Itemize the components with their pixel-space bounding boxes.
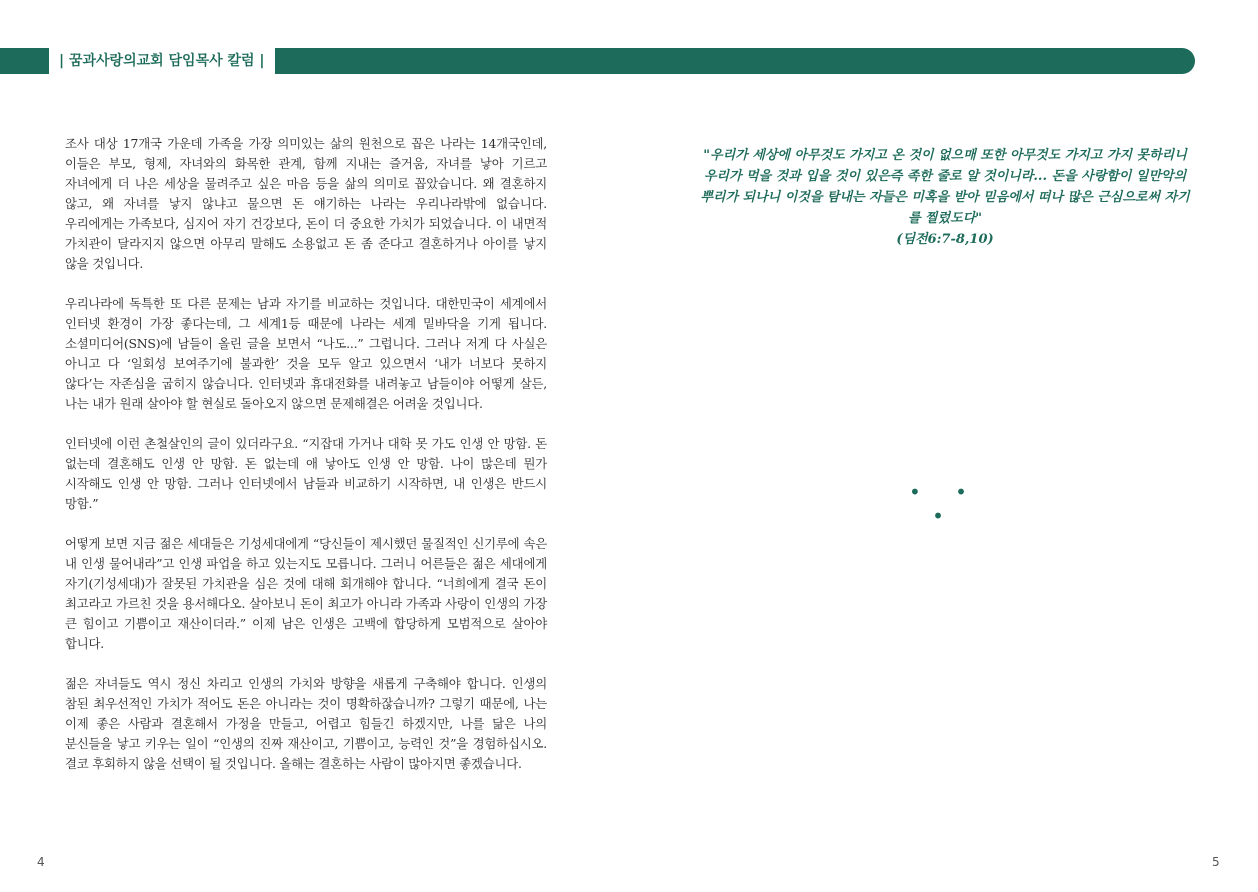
scripture-reference: (딤전6:7-8,10) [896, 232, 994, 247]
scripture-quote [700, 145, 1190, 250]
ellipsis-divider: • • • [909, 480, 981, 528]
paragraph-4: 어떻게 보면 지금 젊은 세대들은 기성세대에게 “당신들이 제시했던 물질적인 신기루에 속은 내 인생 물어내라”고 인생 파업을 하고 있는지도 모릅니다. 그러니 어른들은 젊은 세대에게 자기(기성세대)가 잘못된 가치관을 심은 것에 대해 회개해야 합니다. “너희에게 결국 돈이 최고라고 가르친 것을 용서해다오. 살아보니 돈이 최고가 아니라 가족과 사랑이 인생의 가장 큰 힘이고 기쁨이고 재산이더라.” 이제 남은 인생은 고백에 합당하게 모범적으로 살아야 합니다. [65, 536, 547, 651]
paragraph-5: 젊은 자녀들도 역시 정신 차리고 인생의 가치와 방향을 새롭게 구축해야 합니다. 인생의 참된 최우선적인 가치가 적어도 돈은 아니라는 것이 명확하잖습니까? 그렇기 때문에, 나는 이제 좋은 사람과 결혼해서 가정을 만들고, 어렵고 힘들긴 하겠지만, 나를 닮은 나의 분신들을 낳고 키우는 일이 “인생의 진짜 재산이고, 기쁨이고, 능력인 것”을 경험하십시오. 결코 후회하지 않을 선택이 될 것입니다. 올해는 결혼하는 사람이 많아지면 좋겠습니다. [65, 676, 547, 771]
page-number-right: 5 [1212, 855, 1220, 869]
paragraph-2: 우리나라에 독특한 또 다른 문제는 남과 자기를 비교하는 것입니다. 대한민국이 세계에서 인터넷 환경이 가장 좋다는데, 그 세계1등 때문에 나라는 세계 밑바닥을 기게 됩니다. 소셜미디어(SNS)에 남들이 올린 글을 보면서 “나도...” 그럽니다. 그러나 저게 다 사실은 아니고 다 ‘일회성 보여주기에 불과한’ 것을 모두 알고 있으면서 ‘내가 너보다 못하지 않다’는 자존심을 굽히지 않습니다. 인터넷과 휴대전화를 내려놓고 남들이야 어떻게 살든, 나는 내가 원래 살아야 할 현실로 돌아오지 않으면 문제해결은 어려울 것입니다. [65, 296, 547, 411]
page-number-left: 4 [37, 855, 45, 869]
scripture-text: "우리가 세상에 아무것도 가지고 온 것이 없으매 또한 아무것도 가지고 가지 못하리니 우리가 먹을 것과 입을 것이 있은즉 족한 줄로 알 것이니라... 돈을 사랑함이 일만악의 뿌리가 되나니 이것을 탐내는 자들은 미혹을 받아 믿음에서 떠나 많은 근심으로써 자기를 찔렀도다" [700, 148, 1190, 226]
column-body [65, 134, 547, 794]
paragraph-3: 인터넷에 이런 촌철살인의 글이 있더라구요. “지잡대 가거나 대학 못 가도 인생 안 망함. 돈 없는데 결혼해도 인생 안 망함. 돈 없는데 애 낳아도 인생 안 망함. 나이 많은데 뭔가 시작해도 인생 안 망함. 그러나 인터넷에서 남들과 비교하기 시작하면, 내 인생은 반드시 망함.” [65, 436, 547, 511]
paragraph-1: 조사 대상 17개국 가운데 가족을 가장 의미있는 삶의 원천으로 꼽은 나라는 14개국인데, 이들은 부모, 형제, 자녀와의 화목한 관계, 함께 지내는 즐거움, 자녀를 낳아 기르고 자녀에게 더 나은 세상을 물려주고 싶은 마음 등을 삶의 의미로 꼽았습니다. 왜 결혼하지 않고, 왜 자녀를 낳지 않냐고 물으면 돈 얘기하는 나라는 우리나라밖에 없습니다. 우리에게는 가족보다, 심지어 자기 건강보다, 돈이 더 중요한 가치가 되었습니다. 이 내면적 가치관이 달라지지 않으면 아무리 말해도 소용없고 돈 좀 준다고 결혼하거나 아이를 낳지 않을 것입니다. [65, 136, 547, 271]
column-title: | 꿈과사랑의교회 담임목사 칼럼 | [47, 48, 277, 74]
